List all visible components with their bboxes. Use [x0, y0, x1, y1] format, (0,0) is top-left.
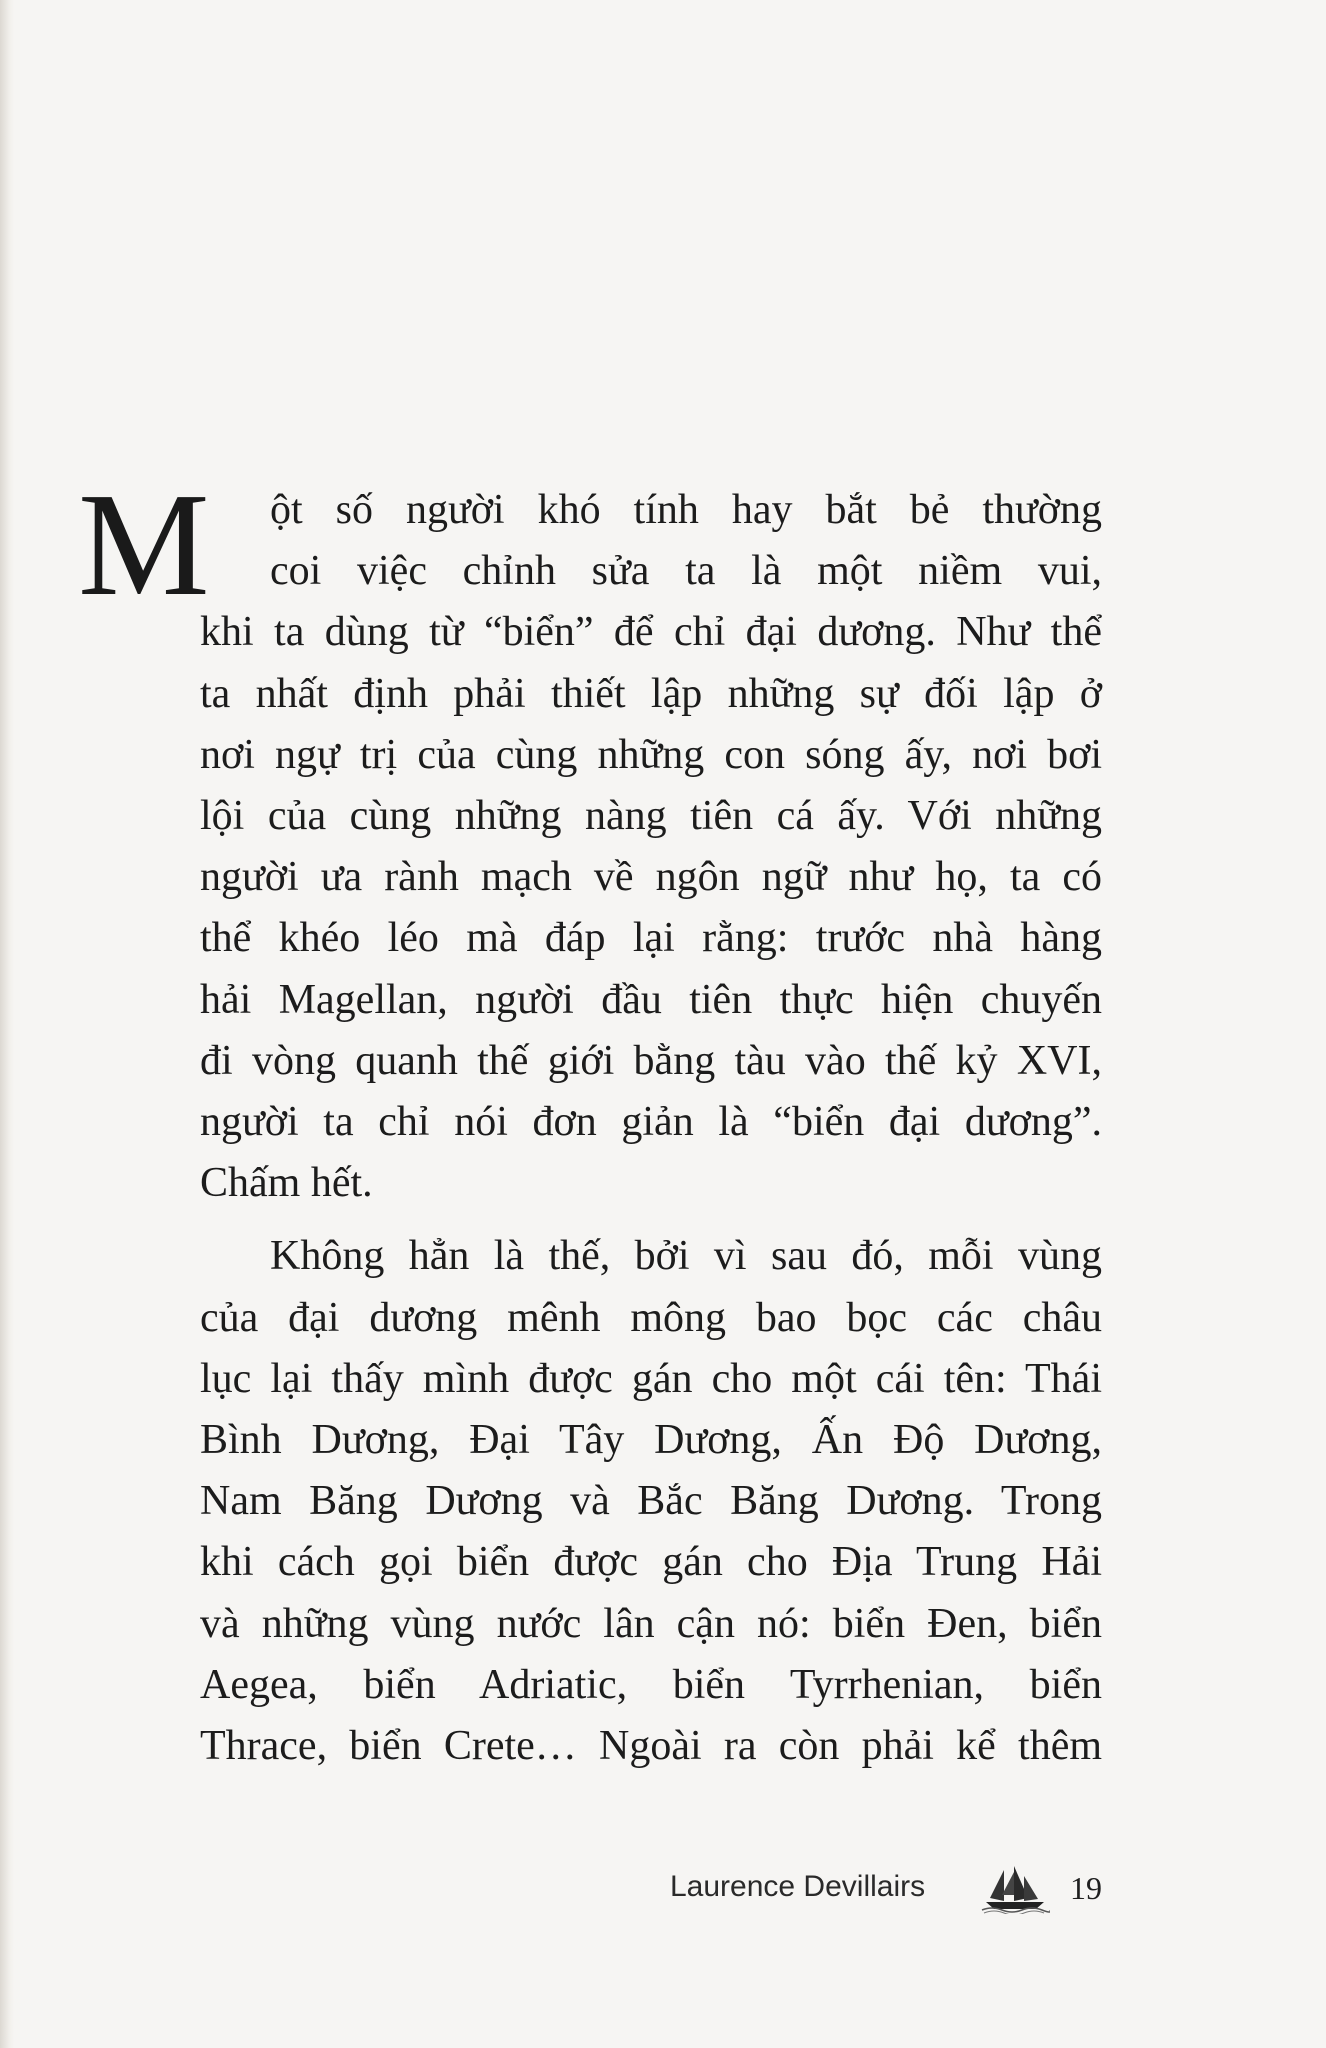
page-number: 19 [1070, 1870, 1102, 1906]
text-line: khi cách gọi biển được gán cho Địa Trung Hải [200, 1539, 1102, 1586]
text-line: nơi ngự trị của cùng những con sóng ấy, nơi bơi [200, 731, 1102, 778]
page-edge-shadow [0, 0, 14, 2048]
text-line: lục lại thấy mình được gán cho một cái tên: Thái [200, 1355, 1102, 1402]
paragraph-1 [200, 480, 1102, 1214]
page-footer [670, 1862, 1110, 1922]
text-line: Chấm hết. [200, 1160, 373, 1207]
text-line: lội của cùng những nàng tiên cá ấy. Với những [200, 793, 1102, 840]
text-line: Thrace, biển Crete… Ngoài ra còn phải kể thêm [200, 1723, 1102, 1770]
text-line: của đại dương mênh mông bao bọc các châu [200, 1294, 1102, 1341]
text-line: người ưa rành mạch về ngôn ngữ như họ, ta có [200, 854, 1102, 901]
text-line: khi ta dùng từ “biển” để chỉ đại dương. Như thể [200, 609, 1102, 656]
text-line: ta nhất định phải thiết lập những sự đối lập ở [200, 670, 1102, 717]
text-line: ột số người khó tính hay bắt bẻ thường [270, 487, 1102, 533]
sailing-ship-icon [980, 1862, 1050, 1914]
text-line: đi vòng quanh thế giới bằng tàu vào thế kỷ XVI, [200, 1037, 1102, 1084]
text-line: Không hẳn là thế, bởi vì sau đó, mỗi vùng [270, 1233, 1102, 1280]
text-line: Aegea, biển Adriatic, biển Tyrrhenian, biển [200, 1661, 1102, 1708]
text-line: Nam Băng Dương và Bắc Băng Dương. Trong [200, 1478, 1102, 1525]
body-text [200, 480, 1102, 1777]
text-line: người ta chỉ nói đơn giản là “biển đại dương”. [200, 1099, 1102, 1146]
text-line: Bình Dương, Đại Tây Dương, Ấn Độ Dương, [200, 1417, 1102, 1464]
text-line: coi việc chỉnh sửa ta là một niềm vui, [270, 548, 1102, 595]
author-name: Laurence Devillairs [670, 1870, 926, 1903]
drop-cap: M [78, 463, 210, 627]
paragraph-2 [200, 1226, 1102, 1777]
text-line: hải Magellan, người đầu tiên thực hiện chuyến [200, 976, 1102, 1023]
text-line: và những vùng nước lân cận nó: biển Đen, biển [200, 1600, 1102, 1647]
text-line: thể khéo léo mà đáp lại rằng: trước nhà hàng [200, 915, 1102, 962]
